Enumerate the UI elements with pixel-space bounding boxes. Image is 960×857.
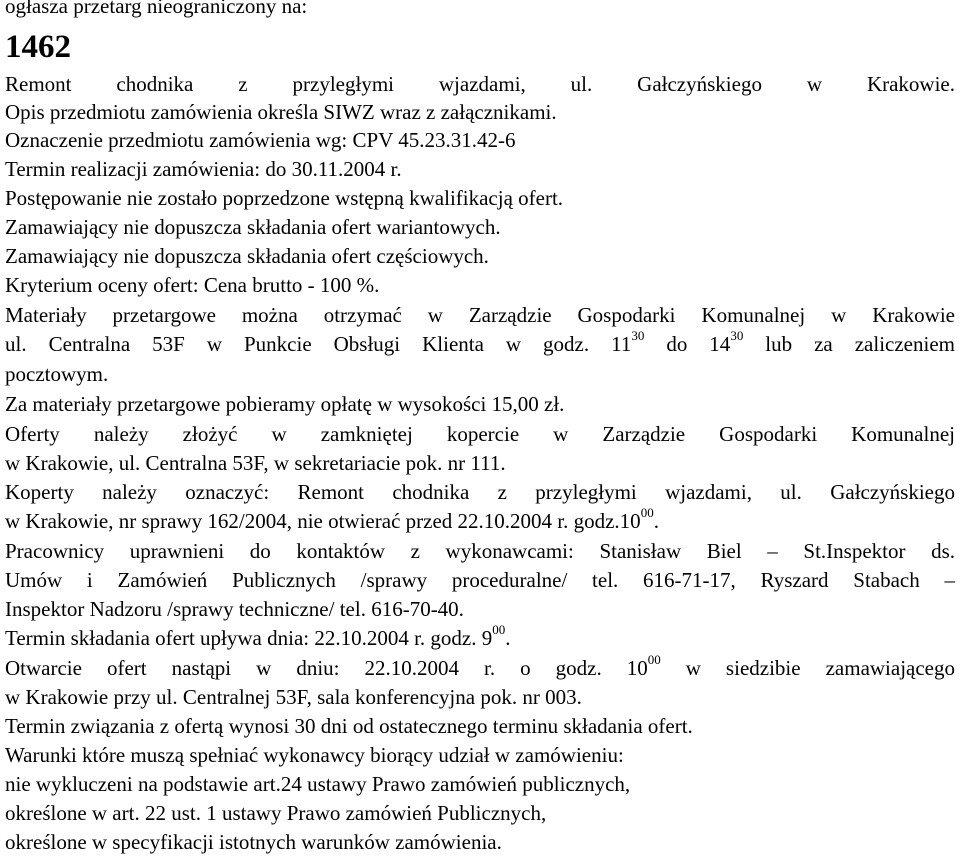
hours-line	[5, 330, 955, 359]
text-line: pocztowym.	[5, 362, 109, 386]
opening-line	[5, 654, 955, 683]
text-line: nie wykluczeni na podstawie art.24 ustawy Prawo zamówień publicznych,	[5, 772, 631, 796]
text-line: w Krakowie, ul. Centralna 53F, w sekretariacie pok. nr 111.	[5, 451, 506, 475]
intro-line: ogłasza przetarg nieograniczony na:	[5, 0, 308, 18]
text-line: Kryterium oceny ofert: Cena brutto - 100 %.	[5, 273, 380, 297]
text-line: Postępowanie nie zostało poprzedzone wstępną kwalifikacją ofert.	[5, 186, 564, 210]
deadline-suffix: .	[505, 626, 511, 650]
opening-sup: 00	[647, 652, 661, 667]
hours-sup-to: 30	[730, 328, 744, 343]
hours-prefix: ul. Centralna 53F w Punkcie Obsługi Klienta w godz. 11	[5, 332, 632, 356]
text-line: w Krakowie przy ul. Centralnej 53F, sala konferencyjna pok. nr 003.	[5, 685, 582, 709]
deadline-line	[5, 624, 511, 653]
text-line: Warunki które muszą spełniać wykonawcy biorący udział w zamówieniu:	[5, 743, 624, 767]
tender-number: 1462	[5, 29, 71, 65]
hours-middle: do 14	[644, 332, 731, 356]
text-line: Materiały przetargowe można otrzymać w Zarządzie Gospodarki Komunalnej w Krakowie	[5, 303, 955, 327]
text-line: określone w specyfikacji istotnych warunków zamówienia.	[5, 830, 502, 854]
envelope-sup: 00	[640, 505, 654, 520]
text-line: określone w art. 22 ust. 1 ustawy Prawo zamówień Publicznych,	[5, 801, 547, 825]
hours-suffix: lub za zaliczeniem	[743, 332, 955, 356]
text-line: Zamawiający nie dopuszcza składania ofert wariantowych.	[5, 215, 501, 239]
text-line: Umów i Zamówień Publicznych /sprawy proceduralne/ tel. 616-71-17, Ryszard Stabach –	[5, 568, 955, 592]
text-line: Opis przedmiotu zamówienia określa SIWZ wraz z załącznikami.	[5, 100, 557, 124]
opening-prefix: Otwarcie ofert nastąpi w dniu: 22.10.2004 r. o godz. 10	[5, 656, 648, 680]
deadline-sup: 00	[492, 622, 506, 637]
text-line: Termin realizacji zamówienia: do 30.11.2004 r.	[5, 157, 402, 181]
text-line: Zamawiający nie dopuszcza składania ofert częściowych.	[5, 244, 489, 268]
envelope-prefix: w Krakowie, nr sprawy 162/2004, nie otwierać przed 22.10.2004 r. godz.10	[5, 509, 641, 533]
text-line: Remont chodnika z przyległymi wjazdami, ul. Gałczyńskiego w Krakowie.	[5, 72, 955, 96]
text-line: Pracownicy uprawnieni do kontaktów z wykonawcami: Stanisław Biel – St.Inspektor ds.	[5, 539, 955, 563]
deadline-prefix: Termin składania ofert upływa dnia: 22.10.2004 r. godz. 9	[5, 626, 493, 650]
opening-suffix: w siedzibie zamawiającego	[660, 656, 956, 680]
text-line: Oferty należy złożyć w zamkniętej kopercie w Zarządzie Gospodarki Komunalnej	[5, 422, 955, 446]
text-line: Koperty należy oznaczyć: Remont chodnika z przyległymi wjazdami, ul. Gałczyńskiego	[5, 480, 955, 504]
text-line: Oznaczenie przedmiotu zamówienia wg: CPV 45.23.31.42-6	[5, 128, 516, 152]
hours-sup-from: 30	[631, 328, 645, 343]
text-line: Inspektor Nadzoru /sprawy techniczne/ tel. 616-70-40.	[5, 597, 464, 621]
envelope-line	[5, 507, 659, 536]
text-line: Termin związania z ofertą wynosi 30 dni od ostatecznego terminu składania ofert.	[5, 714, 693, 738]
text-line: Za materiały przetargowe pobieramy opłatę w wysokości 15,00 zł.	[5, 392, 565, 416]
envelope-suffix: .	[653, 509, 659, 533]
